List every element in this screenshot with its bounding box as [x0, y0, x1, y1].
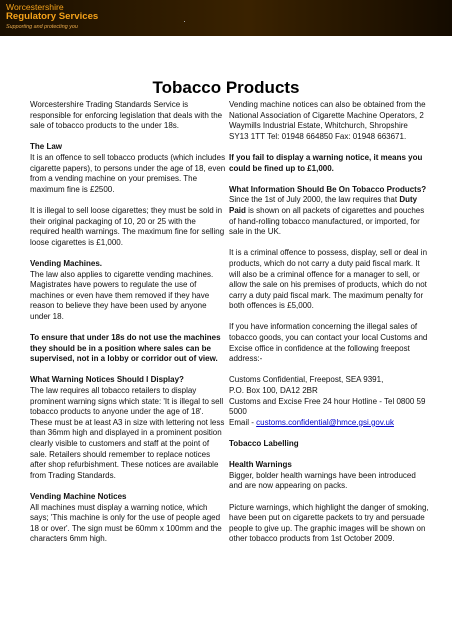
email-link[interactable]: customs.confidential@hmce.gsi.gov.uk [256, 417, 394, 427]
vm-obtain-paragraph: Vending machine notices can also be obtained from the National Association of Cigarette Machine Operators, 2 Waymills Industrial Estate, Whitchurch, Shropshire SY13 1TT Tel: 01948 664850 Fax: 01948 663671. [229, 100, 426, 141]
law-paragraph-1: It is an offence to sell tobacco products (which includes cigarette papers), to persons under the age of 18, even from a vending machine on your premises. The maximum fine is £2500. [30, 152, 226, 194]
duty-paid-paragraph [229, 195, 429, 237]
left-column [30, 100, 226, 556]
info-heading: What Information Should Be On Tobacco Products? [229, 184, 427, 194]
address-line-2: P.O. Box 100, DA12 2BR [229, 386, 318, 396]
duty-paid-pre: Since the 1st of July 2000, the law requires that [229, 195, 400, 205]
customs-address [229, 375, 429, 428]
contact-paragraph: If you have information concerning the illegal sales of tobacco goods, you can contact your local Customs and Excise office in confidence at the following freepost address:- [229, 322, 428, 364]
supervision-notice: To ensure that under 18s do not use the machines they should be in a position where sales can be supervised, not in a lobby or corridor out of view. [30, 333, 221, 364]
header-bar [0, 0, 452, 36]
vm-notices-paragraph: All machines must display a warning notice, which says; 'This machine is only for the use of people aged 18 or over'. The sign must be 60mm x 100mm and the characters 6mm high. [30, 502, 222, 544]
vending-heading: Vending Machines. [30, 258, 103, 268]
email-label: Email - [229, 417, 257, 427]
health-warnings-heading: Health Warnings [229, 460, 292, 470]
labelling-heading: Tobacco Labelling [229, 439, 299, 448]
health-warnings-paragraph: Bigger, bolder health warnings have been introduced and are now appearing on packs. [229, 470, 416, 491]
picture-warnings-paragraph: Picture warnings, which highlight the danger of smoking, have been put on cigarette packets to try and persuade people to give up. The graphic images will be shown on other tobacco products from 1st October 2009. [229, 502, 429, 544]
brand-line1: Worcestershire [6, 2, 64, 12]
law-paragraph-2: It is illegal to sell loose cigarettes; they must be sold in their original packaging of 10, 20 or 25 with the required health warnings. The maximum fine for selling loose cigarettes is £1,000. [30, 205, 225, 247]
address-line-1: Customs Confidential, Freepost, SEA 9391, [229, 375, 384, 385]
right-column [229, 100, 429, 556]
law-heading: The Law [30, 142, 63, 152]
warning-notices-heading: What Warning Notices Should I Display? [30, 375, 184, 385]
page-title: Tobacco Products [152, 78, 300, 97]
criminal-offence-paragraph: It is a criminal offence to possess, display, sell or deal in products, which do not carry a duty paid fiscal mark. It will also be a criminal offence for a manager to sell, or allow the sale on his premises of products, which do not carry a duty paid fiscal mark. The maximum penalty for both offences is £5,000. [229, 248, 428, 311]
brand-tagline: Supporting and protecting you [6, 24, 78, 30]
intro-paragraph: Worcestershire Trading Standards Service is responsible for enforcing legislation that deals with the sale of tobacco products to the under 18s. [30, 100, 223, 131]
warning-notices-paragraph: The law requires all tobacco retailers to display prominent warning signs which state: 'It is illegal to sell tobacco products to anyone under the age of 18'. These must be at least A3 in size with lettering not less than 36mm high and displayed in a prominent position clearly visible to customers and staff at the point of sale. Retailers should remember to replace notices after shop refurbishment. These notices are available from Trading Standards. [30, 386, 225, 480]
brand-logo [6, 3, 124, 33]
duty-paid-post: is shown on all packets of cigarettes and pouches of hand-rolling tobacco manufactured, or imported, for sale in the UK. [229, 205, 425, 237]
vending-paragraph: The law also applies to cigarette vending machines. Magistrates have powers to regulate the use of machines or even have them removed if they have reason to believe they have been used by anyone under 18. [30, 269, 214, 321]
address-line-3: Customs and Excise Free 24 hour Hotline - Tel 0800 59 5000 [229, 396, 426, 417]
brand-line2: Regulatory Services [6, 11, 99, 22]
duty-paid-term: Duty Paid [229, 195, 418, 215]
fine-warning: If you fail to display a warning notice, it means you could be fined up to £1,000. [229, 152, 423, 173]
vm-notices-heading: Vending Machine Notices [30, 491, 127, 501]
header-divider [184, 21, 185, 22]
